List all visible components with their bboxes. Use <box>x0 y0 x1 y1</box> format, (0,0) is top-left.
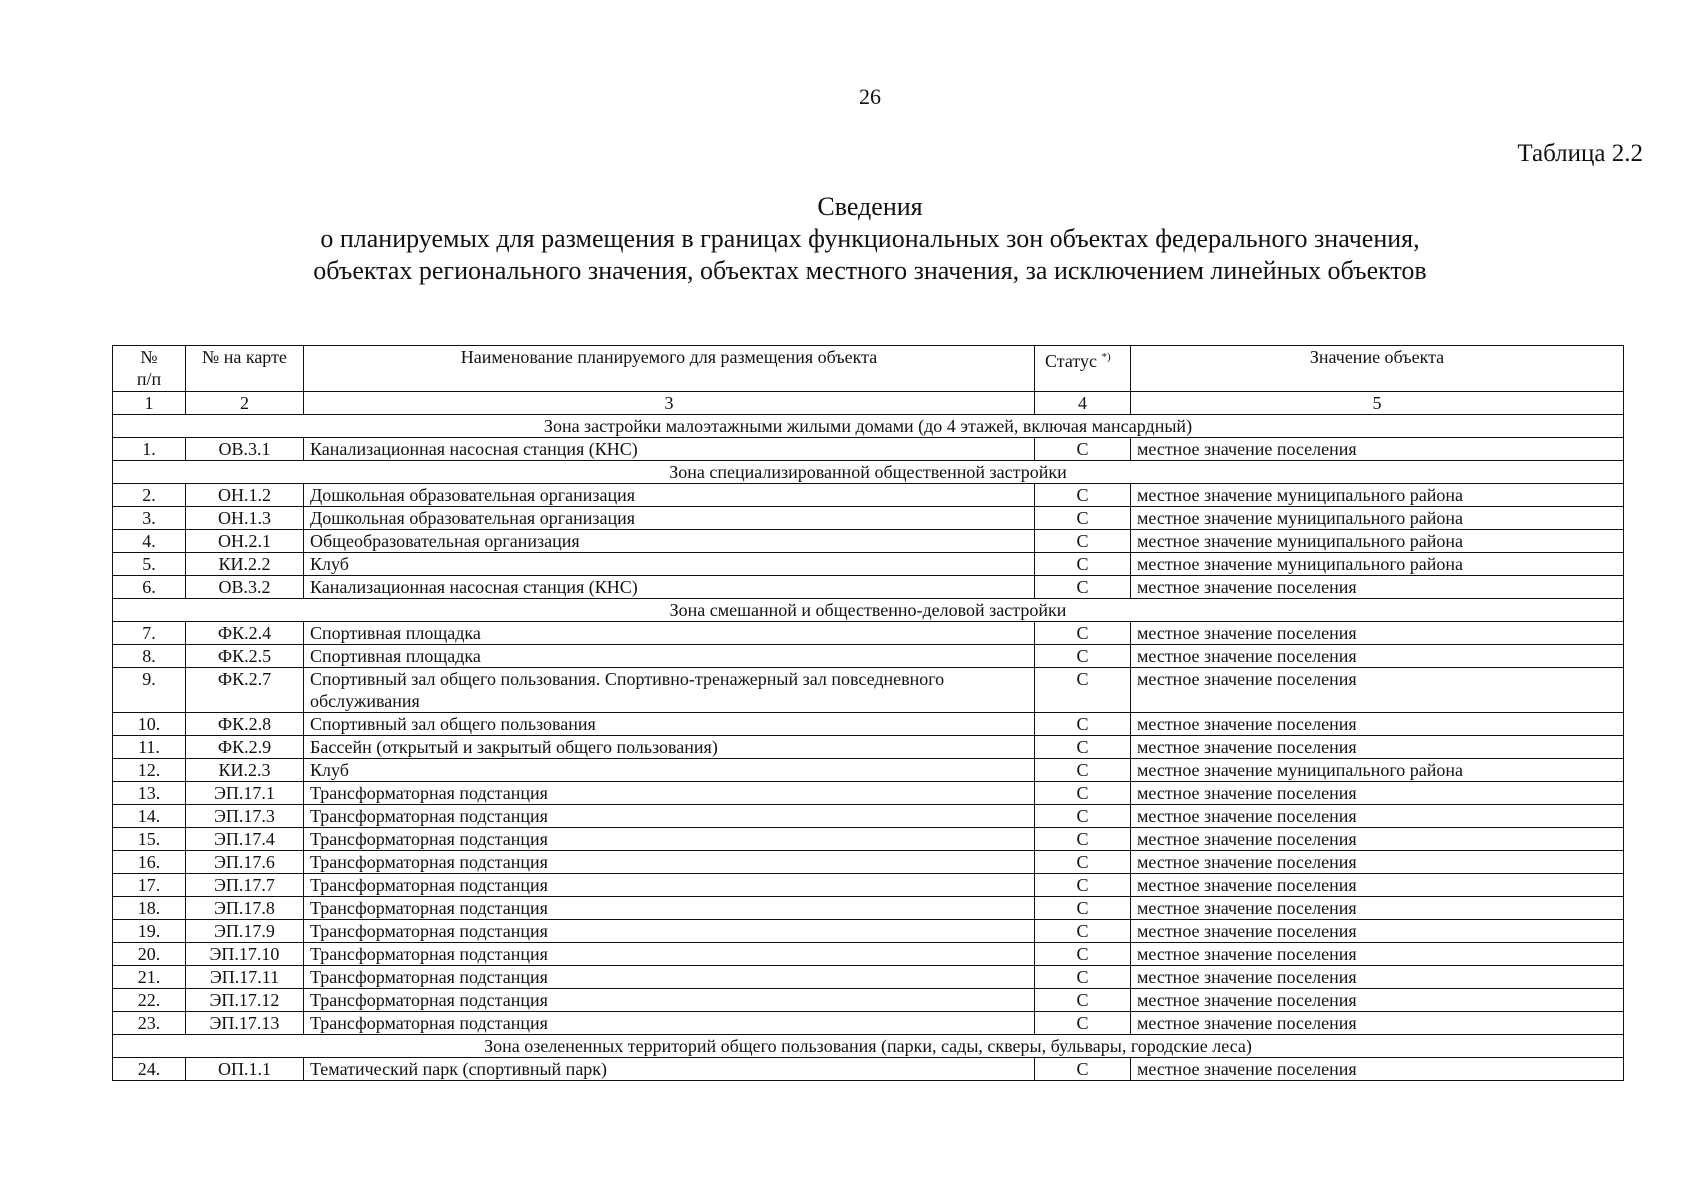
cell-status: С <box>1035 943 1131 966</box>
cell-num: 11. <box>113 736 186 759</box>
cell-object-name: Клуб <box>304 759 1035 782</box>
cell-status: С <box>1035 1012 1131 1035</box>
cell-num: 9. <box>113 668 186 713</box>
cell-status: С <box>1035 668 1131 713</box>
zone-title: Зона застройки малоэтажными жилыми домами (до 4 этажей, включая мансардный) <box>113 415 1624 438</box>
header-num-line2: п/п <box>136 369 162 389</box>
cell-object-name: Спортивный зал общего пользования. Спортивно-тренажерный зал повседневного обслуживания <box>304 668 1035 713</box>
cell-num: 24. <box>113 1058 186 1081</box>
cell-map-code: ОН.1.2 <box>186 484 304 507</box>
cell-value: местное значение поселения <box>1131 805 1624 828</box>
cell-object-name: Трансформаторная подстанция <box>304 874 1035 897</box>
cell-num: 6. <box>113 576 186 599</box>
table-row <box>113 805 1624 828</box>
cell-object-name: Клуб <box>304 553 1035 576</box>
column-index-cell: 1 <box>113 392 186 415</box>
table-row <box>113 759 1624 782</box>
cell-map-code: ЭП.17.10 <box>186 943 304 966</box>
cell-object-name: Трансформаторная подстанция <box>304 828 1035 851</box>
cell-object-name: Трансформаторная подстанция <box>304 966 1035 989</box>
header-map-no: № на карте <box>186 346 304 392</box>
cell-map-code: ЭП.17.7 <box>186 874 304 897</box>
table-row <box>113 484 1624 507</box>
cell-status: С <box>1035 989 1131 1012</box>
cell-value: местное значение поселения <box>1131 851 1624 874</box>
table-label: Таблица 2.2 <box>1517 140 1643 167</box>
zone-row <box>113 1035 1624 1058</box>
table-row <box>113 736 1624 759</box>
column-index-cell: 4 <box>1035 392 1131 415</box>
table-body <box>113 415 1624 1081</box>
table-row <box>113 897 1624 920</box>
cell-object-name: Трансформаторная подстанция <box>304 943 1035 966</box>
table-row <box>113 966 1624 989</box>
table-row <box>113 530 1624 553</box>
cell-status: С <box>1035 713 1131 736</box>
table-row <box>113 438 1624 461</box>
cell-num: 7. <box>113 622 186 645</box>
cell-status: С <box>1035 851 1131 874</box>
cell-num: 16. <box>113 851 186 874</box>
cell-status: С <box>1035 805 1131 828</box>
table-row <box>113 507 1624 530</box>
cell-map-code: ЭП.17.9 <box>186 920 304 943</box>
cell-status: С <box>1035 438 1131 461</box>
cell-num: 10. <box>113 713 186 736</box>
cell-value: местное значение муниципального района <box>1131 759 1624 782</box>
cell-num: 15. <box>113 828 186 851</box>
cell-status: С <box>1035 828 1131 851</box>
zone-title: Зона смешанной и общественно-деловой застройки <box>113 599 1624 622</box>
cell-num: 13. <box>113 782 186 805</box>
cell-object-name: Дошкольная образовательная организация <box>304 484 1035 507</box>
cell-object-name: Трансформаторная подстанция <box>304 782 1035 805</box>
zone-row <box>113 599 1624 622</box>
cell-status: С <box>1035 507 1131 530</box>
cell-value: местное значение муниципального района <box>1131 507 1624 530</box>
table-row <box>113 920 1624 943</box>
cell-map-code: ОП.1.1 <box>186 1058 304 1081</box>
table-row <box>113 645 1624 668</box>
cell-object-name: Канализационная насосная станция (КНС) <box>304 438 1035 461</box>
header-status-note: *) <box>1101 351 1111 363</box>
cell-map-code: ЭП.17.12 <box>186 989 304 1012</box>
header-value: Значение объекта <box>1131 346 1624 392</box>
table-row <box>113 553 1624 576</box>
header-num-line1: № <box>140 347 158 367</box>
cell-status: С <box>1035 759 1131 782</box>
cell-num: 21. <box>113 966 186 989</box>
cell-status: С <box>1035 966 1131 989</box>
cell-map-code: ЭП.17.13 <box>186 1012 304 1035</box>
cell-num: 5. <box>113 553 186 576</box>
cell-object-name: Канализационная насосная станция (КНС) <box>304 576 1035 599</box>
cell-status: С <box>1035 622 1131 645</box>
cell-map-code: КИ.2.3 <box>186 759 304 782</box>
cell-num: 4. <box>113 530 186 553</box>
cell-map-code: ЭП.17.8 <box>186 897 304 920</box>
column-index-cell: 3 <box>304 392 1035 415</box>
cell-value: местное значение поселения <box>1131 874 1624 897</box>
cell-value: местное значение поселения <box>1131 645 1624 668</box>
cell-value: местное значение муниципального района <box>1131 530 1624 553</box>
cell-num: 2. <box>113 484 186 507</box>
column-index-row <box>113 392 1624 415</box>
cell-value: местное значение поселения <box>1131 920 1624 943</box>
cell-map-code: ОН.1.3 <box>186 507 304 530</box>
cell-value: местное значение поселения <box>1131 1058 1624 1081</box>
heading-subtitle-line1: о планируемых для размещения в границах функциональных зон объектах федерального значения, <box>320 224 1420 253</box>
cell-num: 12. <box>113 759 186 782</box>
cell-object-name: Дошкольная образовательная организация <box>304 507 1035 530</box>
cell-map-code: КИ.2.2 <box>186 553 304 576</box>
table-row <box>113 828 1624 851</box>
cell-object-name: Трансформаторная подстанция <box>304 805 1035 828</box>
cell-status: С <box>1035 782 1131 805</box>
header-status-label: Статус <box>1045 351 1097 371</box>
zone-row <box>113 461 1624 484</box>
zone-title: Зона озелененных территорий общего пользования (парки, сады, скверы, бульвары, городские леса) <box>113 1035 1624 1058</box>
cell-value: местное значение поселения <box>1131 622 1624 645</box>
cell-status: С <box>1035 874 1131 897</box>
cell-map-code: ФК.2.7 <box>186 668 304 713</box>
table-row <box>113 851 1624 874</box>
cell-object-name: Трансформаторная подстанция <box>304 1012 1035 1035</box>
cell-map-code: ЭП.17.4 <box>186 828 304 851</box>
table-row <box>113 782 1624 805</box>
cell-value: местное значение поселения <box>1131 828 1624 851</box>
cell-value: местное значение поселения <box>1131 897 1624 920</box>
column-index-cell: 2 <box>186 392 304 415</box>
table-row <box>113 989 1624 1012</box>
cell-value: местное значение поселения <box>1131 1012 1624 1035</box>
cell-map-code: ЭП.17.3 <box>186 805 304 828</box>
cell-object-name: Бассейн (открытый и закрытый общего пользования) <box>304 736 1035 759</box>
cell-map-code: ОВ.3.1 <box>186 438 304 461</box>
table-row <box>113 622 1624 645</box>
cell-object-name: Спортивная площадка <box>304 622 1035 645</box>
cell-num: 14. <box>113 805 186 828</box>
cell-num: 20. <box>113 943 186 966</box>
cell-num: 1. <box>113 438 186 461</box>
cell-num: 18. <box>113 897 186 920</box>
cell-status: С <box>1035 645 1131 668</box>
column-index-cell: 5 <box>1131 392 1624 415</box>
cell-value: местное значение поселения <box>1131 943 1624 966</box>
zone-title: Зона специализированной общественной застройки <box>113 461 1624 484</box>
page-number: 26 <box>859 84 881 109</box>
cell-map-code: ФК.2.4 <box>186 622 304 645</box>
cell-num: 23. <box>113 1012 186 1035</box>
cell-map-code: ЭП.17.11 <box>186 966 304 989</box>
zone-row <box>113 415 1624 438</box>
cell-object-name: Спортивная площадка <box>304 645 1035 668</box>
cell-map-code: ФК.2.8 <box>186 713 304 736</box>
cell-value: местное значение муниципального района <box>1131 553 1624 576</box>
cell-object-name: Тематический парк (спортивный парк) <box>304 1058 1035 1081</box>
cell-status: С <box>1035 897 1131 920</box>
cell-map-code: ЭП.17.6 <box>186 851 304 874</box>
table-row <box>113 668 1624 713</box>
cell-object-name: Трансформаторная подстанция <box>304 851 1035 874</box>
cell-status: С <box>1035 576 1131 599</box>
cell-status: С <box>1035 553 1131 576</box>
cell-num: 8. <box>113 645 186 668</box>
table-row <box>113 576 1624 599</box>
cell-num: 19. <box>113 920 186 943</box>
table-row <box>113 1012 1624 1035</box>
cell-object-name: Спортивный зал общего пользования <box>304 713 1035 736</box>
cell-value: местное значение поселения <box>1131 736 1624 759</box>
cell-num: 17. <box>113 874 186 897</box>
cell-map-code: ФК.2.5 <box>186 645 304 668</box>
cell-object-name: Трансформаторная подстанция <box>304 920 1035 943</box>
cell-value: местное значение муниципального района <box>1131 484 1624 507</box>
heading-subtitle-line2: объектах регионального значения, объектах местного значения, за исключением линейных объектов <box>313 256 1427 285</box>
cell-status: С <box>1035 1058 1131 1081</box>
cell-status: С <box>1035 530 1131 553</box>
header-num <box>113 346 186 392</box>
heading-title: Сведения <box>817 192 923 221</box>
cell-object-name: Трансформаторная подстанция <box>304 989 1035 1012</box>
cell-map-code: ОН.2.1 <box>186 530 304 553</box>
cell-value: местное значение поселения <box>1131 782 1624 805</box>
cell-status: С <box>1035 920 1131 943</box>
header-name: Наименование планируемого для размещения объекта <box>304 346 1035 392</box>
cell-value: местное значение поселения <box>1131 966 1624 989</box>
cell-num: 22. <box>113 989 186 1012</box>
objects-table <box>112 345 1624 1081</box>
cell-map-code: ОВ.3.2 <box>186 576 304 599</box>
table-row <box>113 713 1624 736</box>
header-status <box>1035 346 1131 392</box>
cell-map-code: ЭП.17.1 <box>186 782 304 805</box>
cell-map-code: ФК.2.9 <box>186 736 304 759</box>
cell-status: С <box>1035 484 1131 507</box>
cell-status: С <box>1035 736 1131 759</box>
cell-object-name: Общеобразовательная организация <box>304 530 1035 553</box>
cell-value: местное значение поселения <box>1131 438 1624 461</box>
cell-value: местное значение поселения <box>1131 668 1624 713</box>
table-row <box>113 874 1624 897</box>
table-header-row <box>113 346 1624 392</box>
cell-value: местное значение поселения <box>1131 989 1624 1012</box>
table-row <box>113 943 1624 966</box>
table-row <box>113 1058 1624 1081</box>
document-heading <box>0 191 1681 287</box>
cell-object-name: Трансформаторная подстанция <box>304 897 1035 920</box>
cell-num: 3. <box>113 507 186 530</box>
cell-value: местное значение поселения <box>1131 576 1624 599</box>
cell-value: местное значение поселения <box>1131 713 1624 736</box>
